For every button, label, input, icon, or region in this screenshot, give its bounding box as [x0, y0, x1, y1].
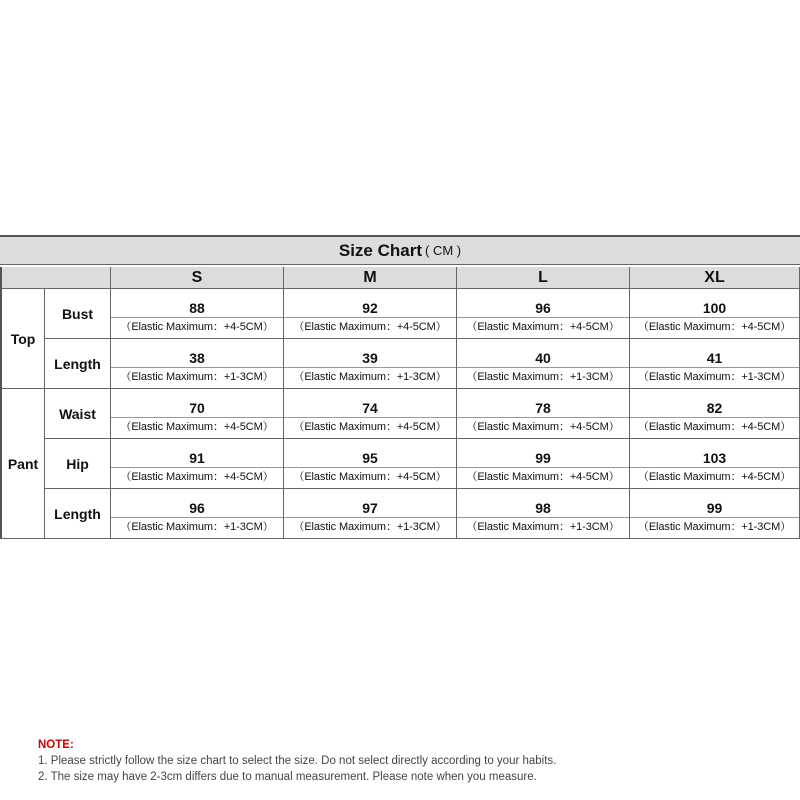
group-label-top: Top	[0, 289, 45, 389]
cell-value: 99	[535, 450, 551, 466]
table-cell	[457, 439, 630, 489]
title-unit: ( CM )	[425, 243, 462, 258]
cell-elastic-note: （Elastic Maximum：+4-5CM）	[120, 321, 274, 333]
size-header-m: M	[284, 267, 457, 289]
cell-value: 92	[362, 300, 378, 316]
cell-value: 38	[189, 350, 205, 366]
measure-label-bust: Bust	[45, 289, 111, 339]
table-cell	[630, 389, 800, 439]
cell-elastic-note: （Elastic Maximum：+4-5CM）	[637, 471, 792, 483]
table-cell	[630, 489, 800, 539]
cell-elastic-note: （Elastic Maximum：+1-3CM）	[293, 371, 447, 383]
cell-elastic-note: （Elastic Maximum：+4-5CM）	[637, 321, 792, 333]
cell-divider	[111, 467, 283, 468]
cell-divider	[111, 517, 283, 518]
cell-divider	[457, 467, 629, 468]
cell-divider	[457, 367, 629, 368]
table-cell	[111, 489, 284, 539]
group-label-pant: Pant	[0, 389, 45, 539]
cell-divider	[630, 467, 799, 468]
cell-divider	[630, 417, 799, 418]
cell-elastic-note: （Elastic Maximum：+1-3CM）	[637, 371, 792, 383]
cell-divider	[457, 317, 629, 318]
cell-value: 78	[535, 400, 551, 416]
cell-elastic-note: （Elastic Maximum：+1-3CM）	[466, 371, 620, 383]
notes-title: NOTE:	[38, 739, 74, 751]
table-cell	[457, 289, 630, 339]
cell-divider	[284, 517, 456, 518]
cell-divider	[630, 317, 799, 318]
cell-value: 98	[535, 500, 551, 516]
cell-divider	[630, 517, 799, 518]
cell-value: 103	[702, 450, 727, 466]
size-header-l: L	[457, 267, 630, 289]
cell-divider	[111, 367, 283, 368]
table-cell	[111, 339, 284, 389]
cell-elastic-note: （Elastic Maximum：+4-5CM）	[637, 421, 792, 433]
table-cell	[630, 289, 800, 339]
cell-elastic-note: （Elastic Maximum：+4-5CM）	[466, 421, 620, 433]
measure-label-length: Length	[45, 489, 111, 539]
table-cell	[284, 339, 457, 389]
cell-value: 99	[706, 500, 723, 516]
cell-divider	[284, 317, 456, 318]
cell-elastic-note: （Elastic Maximum：+4-5CM）	[293, 471, 447, 483]
cell-value: 82	[706, 400, 723, 416]
cell-elastic-note: （Elastic Maximum：+4-5CM）	[120, 471, 274, 483]
cell-value: 96	[535, 300, 551, 316]
cell-value: 74	[362, 400, 378, 416]
cell-divider	[630, 367, 799, 368]
table-cell	[630, 339, 800, 389]
size-header-xl: XL	[630, 267, 800, 289]
cell-elastic-note: （Elastic Maximum：+1-3CM）	[637, 521, 792, 533]
cell-divider	[111, 317, 283, 318]
table-cell	[457, 389, 630, 439]
cell-divider	[457, 517, 629, 518]
cell-elastic-note: （Elastic Maximum：+4-5CM）	[466, 471, 620, 483]
cell-value: 41	[706, 350, 723, 366]
cell-elastic-note: （Elastic Maximum：+4-5CM）	[293, 421, 447, 433]
cell-value: 39	[362, 350, 378, 366]
cell-value: 100	[702, 300, 727, 316]
cell-value: 40	[535, 350, 551, 366]
measure-label-hip: Hip	[45, 439, 111, 489]
cell-divider	[457, 417, 629, 418]
table-cell	[284, 489, 457, 539]
table-cell	[284, 289, 457, 339]
cell-elastic-note: （Elastic Maximum：+4-5CM）	[120, 421, 274, 433]
table-cell	[284, 389, 457, 439]
cell-elastic-note: （Elastic Maximum：+1-3CM）	[466, 521, 620, 533]
cell-divider	[284, 417, 456, 418]
table-cell	[630, 439, 800, 489]
table-cell	[111, 389, 284, 439]
note-item: 1. Please strictly follow the size chart to select the size. Do not select directly according to your habits.	[38, 755, 557, 767]
table-cell	[284, 439, 457, 489]
cell-elastic-note: （Elastic Maximum：+4-5CM）	[293, 321, 447, 333]
cell-value: 95	[362, 450, 378, 466]
table-cell	[457, 489, 630, 539]
header-blank	[0, 267, 111, 289]
cell-elastic-note: （Elastic Maximum：+1-3CM）	[293, 521, 447, 533]
cell-divider	[284, 367, 456, 368]
cell-divider	[284, 467, 456, 468]
table-cell	[111, 289, 284, 339]
cell-value: 88	[189, 300, 205, 316]
cell-value: 97	[362, 500, 378, 516]
measure-label-waist: Waist	[45, 389, 111, 439]
cell-elastic-note: （Elastic Maximum：+1-3CM）	[120, 371, 274, 383]
cell-value: 91	[189, 450, 205, 466]
size-header-s: S	[111, 267, 284, 289]
cell-value: 96	[189, 500, 205, 516]
table-cell	[457, 339, 630, 389]
cell-elastic-note: （Elastic Maximum：+1-3CM）	[120, 521, 274, 533]
title-main: Size Chart	[338, 240, 423, 260]
measure-label-length: Length	[45, 339, 111, 389]
note-item: 2. The size may have 2-3cm differs due to manual measurement. Please note when you measure.	[38, 771, 537, 783]
size-chart-title	[0, 235, 800, 265]
cell-elastic-note: （Elastic Maximum：+4-5CM）	[466, 321, 620, 333]
cell-divider	[111, 417, 283, 418]
cell-value: 70	[189, 400, 205, 416]
notes-section	[38, 737, 556, 785]
table-cell	[111, 439, 284, 489]
